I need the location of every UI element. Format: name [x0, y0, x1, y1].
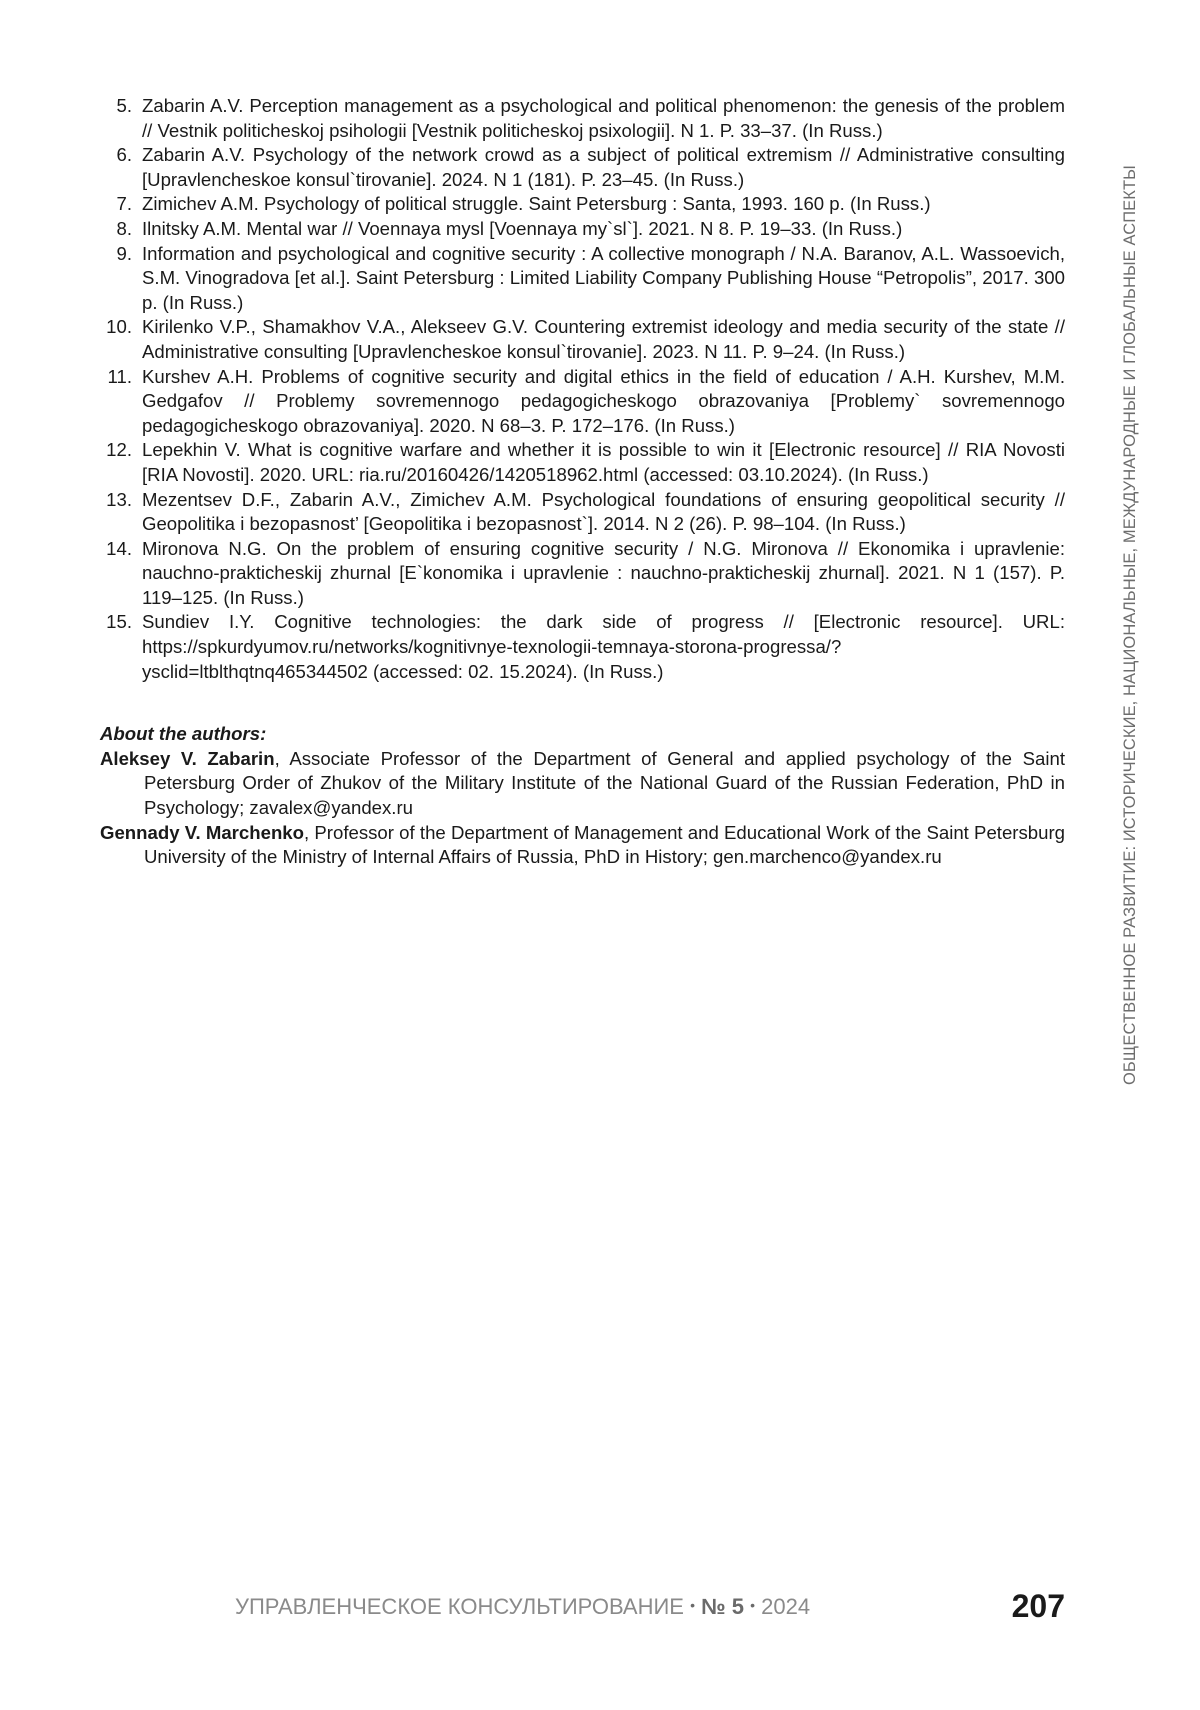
reference-text: Mezentsev D.F., Zabarin A.V., Zimichev A.M. Psychological foundations of ensuring geopolitical security // Geopolitika i bezopasnost’ [Geopolitika i bezopasnost`]. 2014. N 2 (26). P. 98–104. (In Russ.) [142, 488, 1065, 535]
reference-number: 5. [116, 95, 132, 116]
author-entry [100, 747, 1065, 821]
reference-text: Information and psychological and cognitive security : A collective monograph / N.A. Baranov, A.L. Wassoevich, S.M. Vinogradova [et al.]. Saint Petersburg : Limited Liability Company Publishing House “Petropolis”, 2017. 300 p. (In Russ.) [142, 242, 1065, 313]
reference-item [100, 192, 1065, 217]
reference-number: 10. [106, 316, 132, 338]
author-details: , Associate Professor of the Department of General and applied psychology of the Saint Petersburg Order of Zhukov of the Military Institute of the National Guard of the Russian Federation, PhD in Psychology; zavalex@yandex.ru [144, 747, 1065, 819]
reference-text: Zimichev A.M. Psychology of political struggle. Saint Petersburg : Santa, 1993. 160 p. (In Russ.) [142, 193, 931, 215]
reference-text: Kurshev A.H. Problems of cognitive security and digital ethics in the field of education / A.H. Kurshev, M.M. Gedgafov // Problemy sovremennogo pedagogicheskogo obrazovaniya [Problemy` sovremennogo pedagogicheskogo obrazovaniya]. 2020. N 68–3. P. 172–176. (In Russ.) [142, 365, 1065, 436]
about-authors [100, 722, 1065, 870]
reference-number: 7. [116, 193, 132, 215]
author-name: Gennady V. Marchenko [100, 821, 305, 843]
reference-item [100, 94, 1065, 143]
page-number: 207 [1011, 1588, 1065, 1624]
reference-item [100, 438, 1065, 487]
reference-number: 15. [106, 611, 132, 633]
reference-number: 8. [116, 217, 132, 239]
issue-number: № 5 [701, 1594, 745, 1619]
reference-text: Zabarin A.V. Perception management as a psychological and political phenomenon: the genesis of the problem // Vestnik politicheskoj psihologii [Vestnik politicheskoj psixologii]. N 1. P. 33–37. (In Russ.) [142, 95, 1065, 141]
reference-number: 14. [106, 537, 132, 559]
reference-item [100, 610, 1065, 684]
separator-dot: • [690, 1597, 696, 1613]
reference-text: Lepekhin V. What is cognitive warfare and whether it is possible to win it [Electronic resource] // RIA Novosti [RIA Novosti]. 2020. URL: ria.ru/20160426/1420518962.html (accessed: 03.10.2024). (In Russ.) [142, 439, 1065, 485]
references-list [100, 94, 1065, 684]
separator-dot: • [750, 1597, 756, 1613]
journal-title-line [235, 1594, 810, 1620]
reference-item [100, 143, 1065, 192]
reference-item [100, 242, 1065, 316]
reference-text: Mironova N.G. On the problem of ensuring cognitive security / N.G. Mironova // Ekonomika i upravlenie: nauchno-prakticheskij zhurnal [E`konomika i upravlenie : nauchno-prakticheskij zhurnal]. 2021. N 1 (157). P. 119–125. (In Russ.) [142, 537, 1065, 608]
author-name: Aleksey V. Zabarin [100, 747, 275, 769]
reference-number: 6. [116, 144, 132, 166]
reference-text: Sundiev I.Y. Cognitive technologies: the dark side of progress // [Electronic resource]. URL: https://spkurdyumov.ru/networks/kognitivnye-texnologii-temnaya-storona-progressa/?ysclid=ltblthqtnq465344502 (accessed: 02. 15.2024). (In Russ.) [142, 611, 1065, 682]
reference-item [100, 217, 1065, 242]
reference-item [100, 488, 1065, 537]
reference-text: Zabarin A.V. Psychology of the network crowd as a subject of political extremism // Administrative consulting [Upravlencheskoe konsul`tirovanie]. 2024. N 1 (181). P. 23–45. (In Russ.) [142, 144, 1065, 190]
reference-text: Ilnitsky A.M. Mental war // Voennaya mysl [Voennaya my`sl`]. 2021. N 8. P. 19–33. (In Russ.) [142, 217, 903, 239]
reference-text: Kirilenko V.P., Shamakhov V.A., Alekseev G.V. Countering extremist ideology and media security of the state // Administrative consulting [Upravlencheskoe konsul`tirovanie]. 2023. N 11. P. 9–24. (In Russ.) [142, 316, 1065, 362]
reference-item [100, 365, 1065, 439]
page-footer [235, 1588, 1065, 1624]
author-entry [100, 821, 1065, 870]
reference-number: 11. [107, 365, 132, 387]
section-sidebar-title: ОБЩЕСТВЕННОЕ РАЗВИТИЕ: ИСТОРИЧЕСКИЕ, НАЦИОНАЛЬНЫЕ, МЕЖДУНАРОДНЫЕ И ГЛОБАЛЬНЫЕ АСПЕКТЫ [1121, 165, 1139, 1085]
page-content [100, 94, 1065, 870]
authors-heading: About the authors: [100, 723, 267, 745]
reference-item [100, 315, 1065, 364]
reference-number: 12. [106, 439, 132, 461]
author-details: , Professor of the Department of Management and Educational Work of the Saint Petersburg University of the Ministry of Internal Affairs of Russia, PhD in History; gen.marchenco@yandex.ru [144, 821, 1065, 868]
reference-number: 13. [106, 488, 132, 510]
reference-item [100, 537, 1065, 611]
journal-name: УПРАВЛЕНЧЕСКОЕ КОНСУЛЬТИРОВАНИЕ [235, 1594, 684, 1619]
issue-year: 2024 [761, 1594, 811, 1619]
reference-number: 9. [116, 242, 132, 264]
